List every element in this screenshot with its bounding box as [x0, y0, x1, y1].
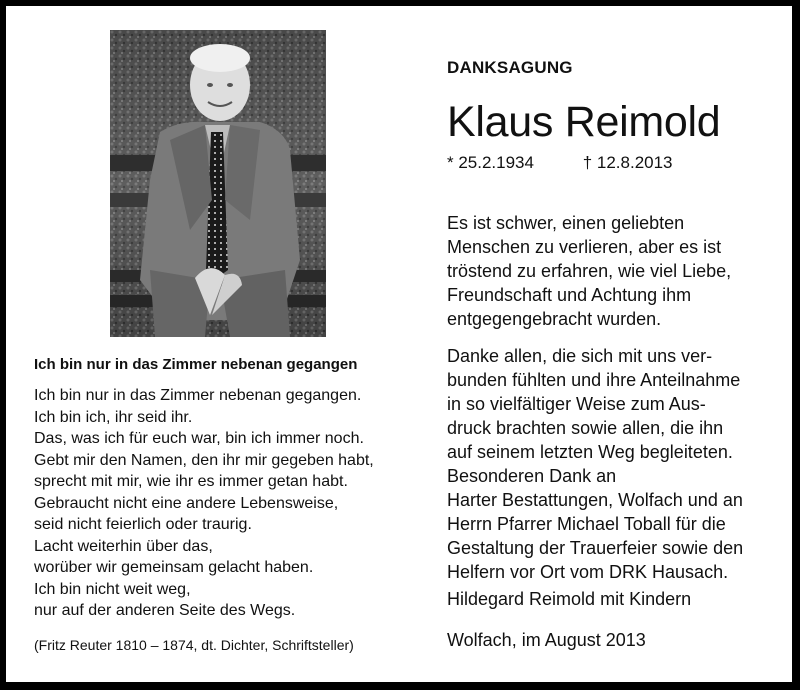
text-line: Freundschaft und Achtung ihm	[447, 285, 692, 305]
deceased-name: Klaus Reimold	[447, 98, 721, 146]
text-line: druck brachten sowie allen, die ihn	[447, 418, 724, 438]
poem-line: nur auf der anderen Seite des Wegs.	[34, 602, 296, 619]
poem-line: Ich bin nicht weit weg,	[34, 580, 191, 598]
poem-line: Ich bin ich, ihr seid ihr.	[34, 408, 193, 426]
poem-line: seid nicht feierlich oder traurig.	[34, 516, 252, 533]
poem-line: Gebt mir den Namen, den ihr mir gegeben habt,	[34, 451, 374, 469]
text-line: Danke allen, die sich mit uns ver-	[447, 346, 713, 366]
thanks-paragraph-2	[447, 344, 743, 584]
text-line: Es ist schwer, einen geliebten	[447, 213, 685, 233]
poem-line: Gebraucht nicht eine andere Lebensweise,	[34, 494, 339, 512]
death-date: † 12.8.2013	[582, 153, 673, 172]
obituary-notice	[6, 6, 792, 682]
signature: Hildegard Reimold mit Kindern	[447, 589, 692, 609]
text-line: auf seinem letzten Weg begleiteten.	[447, 442, 733, 462]
text-line: Menschen zu verlieren, aber es ist	[447, 237, 722, 257]
portrait-image	[110, 30, 326, 337]
poem-line: Ich bin nur in das Zimmer nebenan gegangen.	[34, 387, 362, 404]
poem-line: worüber wir gemeinsam gelacht haben.	[34, 559, 314, 576]
poem-line: Das, was ich für euch war, bin ich immer noch.	[34, 430, 364, 447]
notice-label: DANKSAGUNG	[447, 58, 573, 77]
poem-line: sprecht mit mir, wie ihr es immer getan habt.	[34, 473, 348, 490]
text-line: Harter Bestattungen, Wolfach und an	[447, 490, 743, 510]
poem-body	[34, 385, 404, 622]
poem-line: Lacht weiterhin über das,	[34, 537, 213, 555]
thanks-paragraph-1	[447, 211, 731, 331]
poem-source: (Fritz Reuter 1810 – 1874, dt. Dichter, Schriftsteller)	[34, 636, 354, 653]
life-dates	[447, 153, 673, 173]
text-line: Herrn Pfarrer Michael Toball für die	[447, 514, 726, 534]
text-line: bunden fühlten und ihre Anteilnahme	[447, 370, 741, 390]
text-line: Besonderen Dank an	[447, 466, 617, 486]
birth-date: * 25.2.1934	[447, 153, 534, 172]
text-line: in so vielfältiger Weise zum Aus-	[447, 394, 706, 414]
poem-section	[34, 356, 404, 654]
poem-title: Ich bin nur in das Zimmer nebenan gegangen	[34, 356, 358, 373]
text-line: entgegengebracht wurden.	[447, 309, 662, 329]
place-date: Wolfach, im August 2013	[447, 630, 646, 650]
text-line: tröstend zu erfahren, wie viel Liebe,	[447, 261, 732, 281]
portrait-photo	[110, 30, 326, 337]
text-line: Gestaltung der Trauerfeier sowie den	[447, 538, 744, 558]
text-line: Helfern vor Ort vom DRK Hausach.	[447, 562, 729, 582]
